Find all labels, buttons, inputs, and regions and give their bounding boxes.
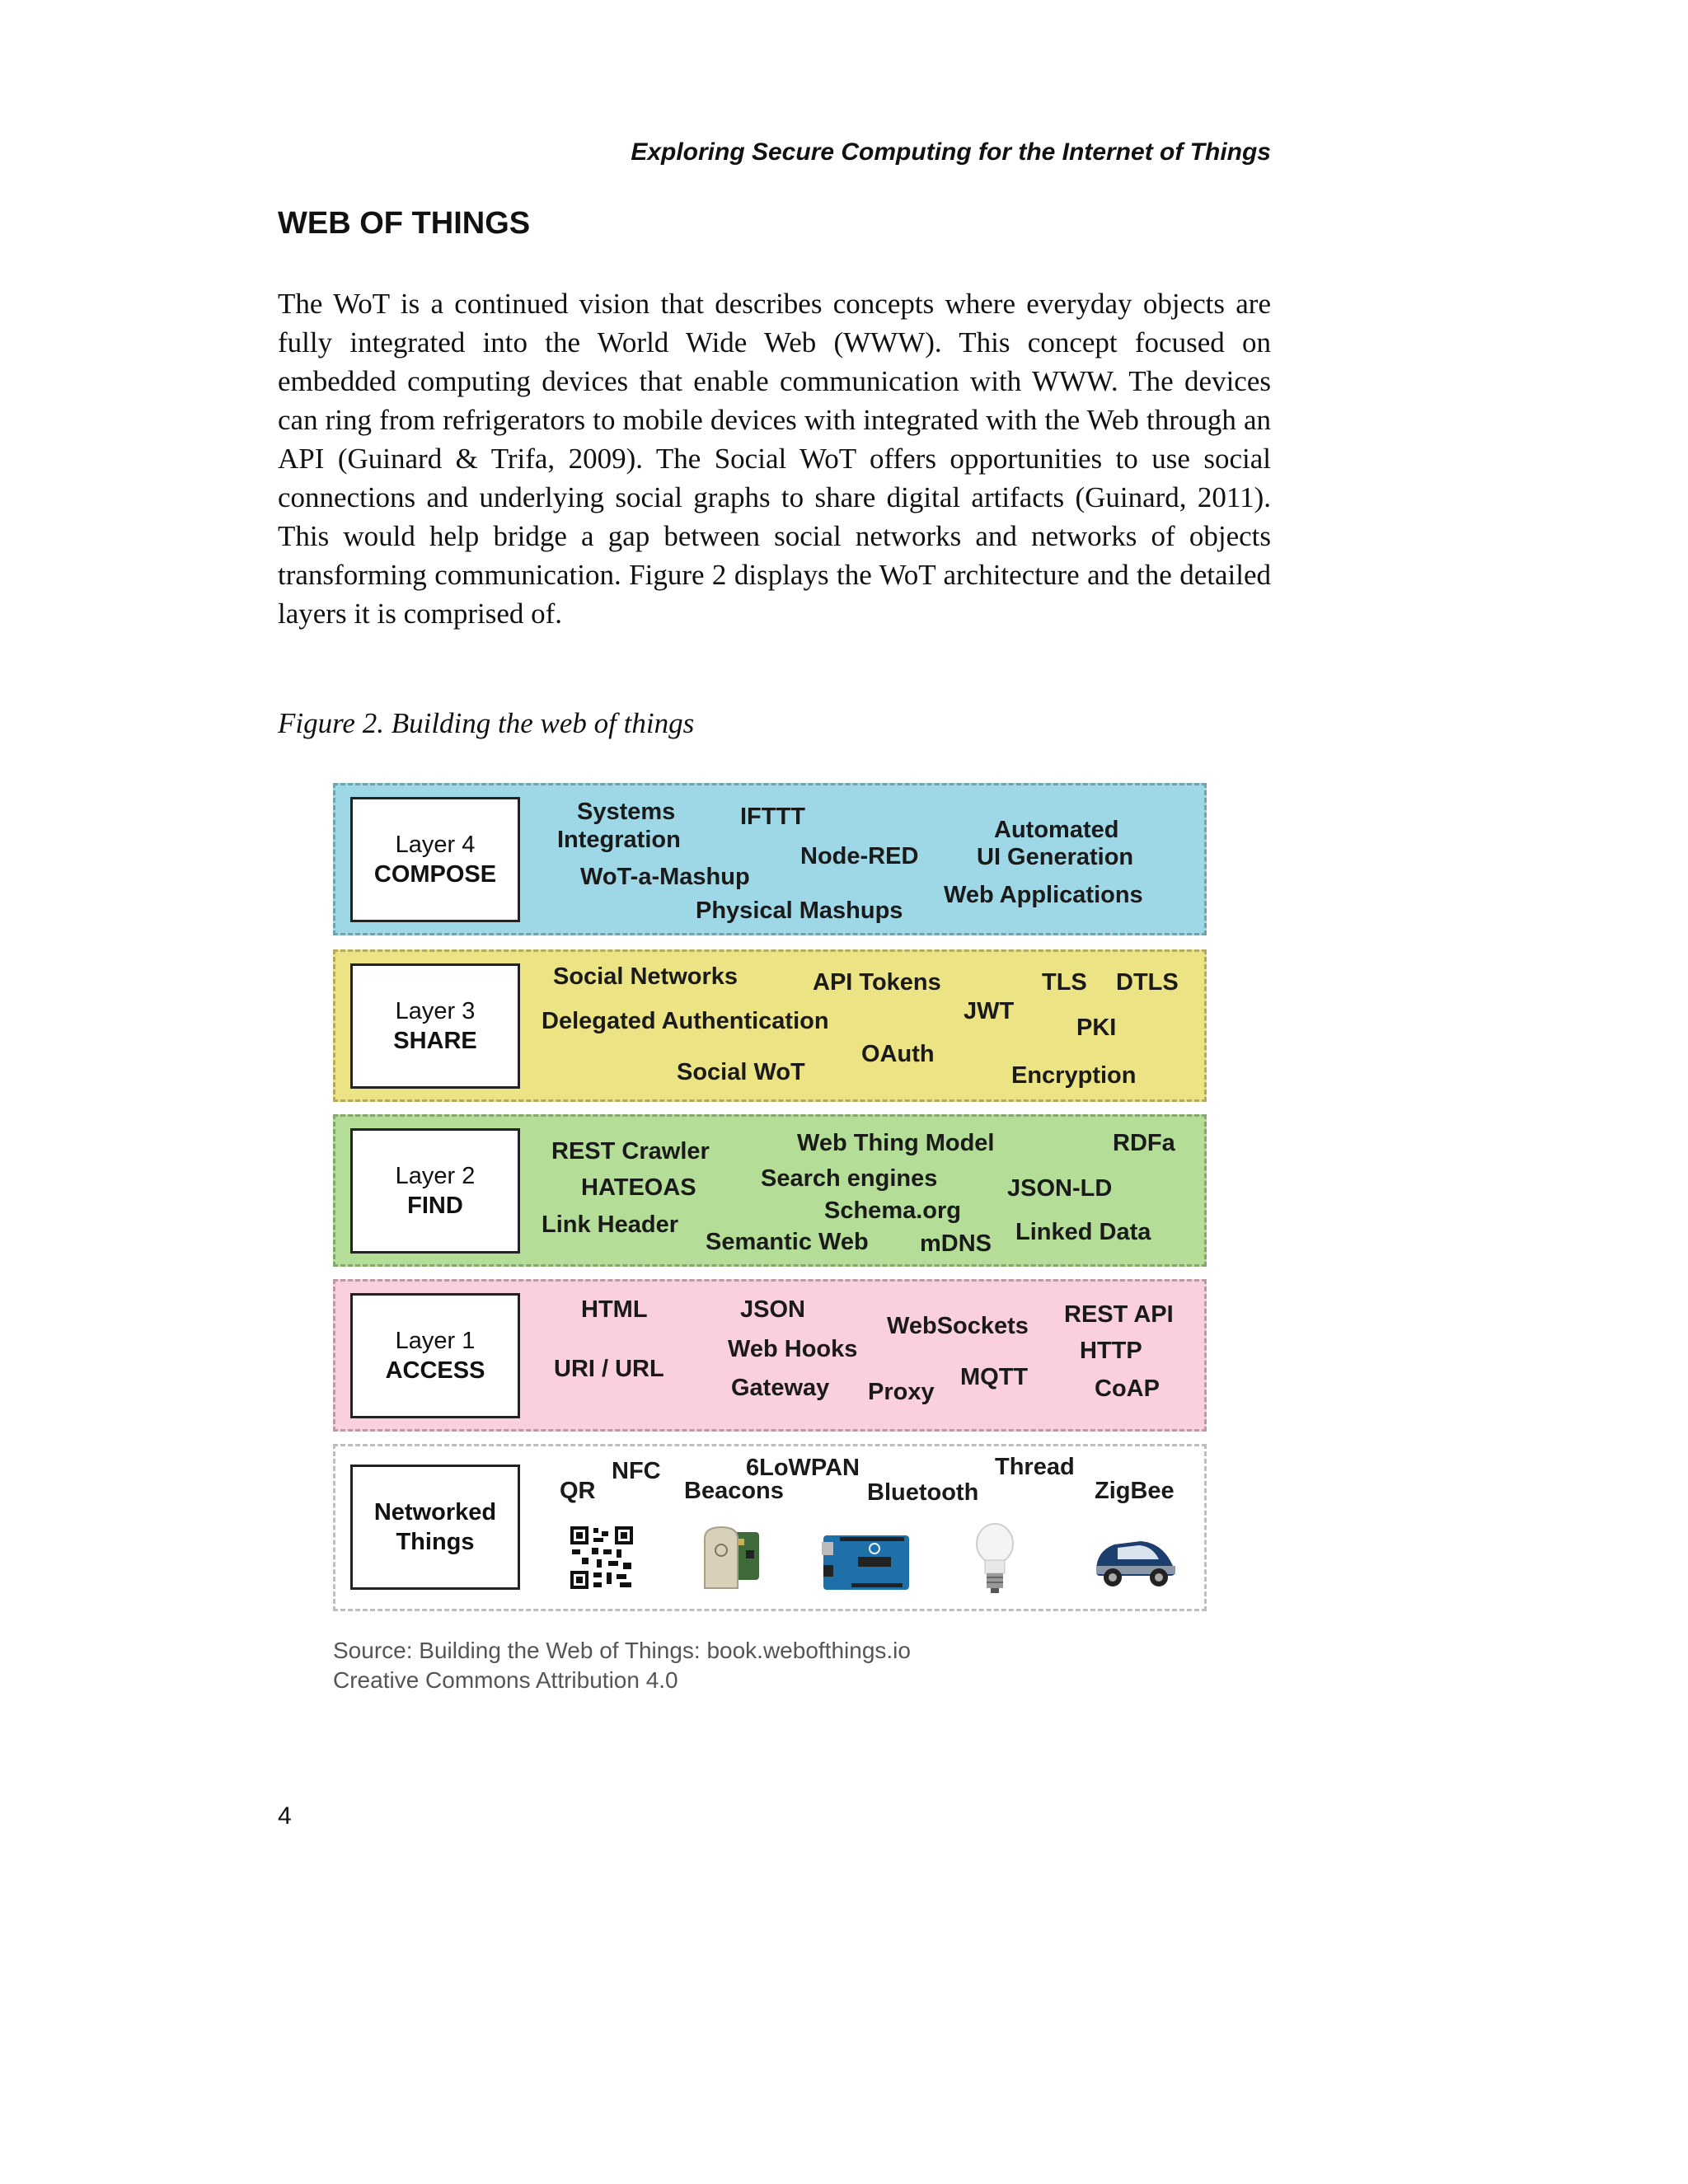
tag-web-applications: Web Applications (944, 882, 1143, 908)
layer-2-name: FIND (407, 1193, 463, 1219)
arduino-board-icon (822, 1527, 912, 1593)
tag-systems: Systems (577, 799, 676, 825)
tag-jwt: JWT (964, 998, 1015, 1024)
qr-code-icon (569, 1525, 635, 1591)
tag-ui-generation: UI Generation (977, 844, 1134, 870)
layer-1-name: ACCESS (385, 1357, 485, 1384)
tag-delegated-authentication: Delegated Authentication (542, 1008, 829, 1034)
tag-http: HTTP (1080, 1338, 1142, 1364)
tag-oauth: OAuth (861, 1041, 935, 1067)
layer-2-find (333, 1114, 1207, 1267)
layer-2-label (350, 1128, 520, 1254)
tag-html: HTML (581, 1296, 648, 1323)
tag-rest-crawler: REST Crawler (551, 1138, 710, 1165)
figure-caption: Figure 2. Building the web of things (278, 707, 695, 739)
networked-things-top: Networked (373, 1499, 497, 1526)
layer-3-label (350, 963, 520, 1089)
source-line-2: Creative Commons Attribution 4.0 (333, 1667, 678, 1693)
tag-node-red: Node-RED (800, 843, 919, 869)
light-bulb-icon (974, 1522, 1015, 1596)
tag-zigbee: ZigBee (1095, 1478, 1175, 1504)
layer-4-compose (333, 783, 1207, 935)
wot-architecture-figure (333, 783, 1207, 1690)
tag-semantic-web: Semantic Web (706, 1229, 869, 1255)
running-head: Exploring Secure Computing for the Internet of Things (631, 138, 1271, 166)
tag-rest-api: REST API (1064, 1301, 1174, 1328)
layer-3-name: SHARE (393, 1028, 477, 1054)
figure-source (333, 1636, 911, 1695)
layer-4-number: Layer 4 (395, 832, 476, 858)
tag-6lowpan: 6LoWPAN (746, 1455, 860, 1481)
tag-web-thing-model: Web Thing Model (797, 1130, 995, 1156)
source-line-1: Source: Building the Web of Things: book.webofthings.io (333, 1638, 911, 1663)
body-paragraph: The WoT is a continued vision that describes concepts where everyday objects are fully integrated into the World Wide Web (WWW). This concept focused on embedded computing devices that enable communication with WWW. The devices can ring from refrigerators to mobile devices with integrated with the Web through an API (Guinard & Trifa, 2009). The Social WoT offers opportunities to use social connections and underlying social graphs to share digital artifacts (Guinard, 2011). This would help bridge a gap between social networks and networks of objects transforming communication. Figure 2 displays the WoT architecture and the detailed layers it is comprised of. (278, 288, 1271, 630)
tag-rdfa: RDFa (1113, 1130, 1175, 1156)
page-number: 4 (278, 1802, 292, 1830)
tag-link-header: Link Header (542, 1212, 678, 1238)
car-icon (1090, 1533, 1180, 1591)
tag-nfc: NFC (612, 1458, 661, 1484)
tag-mqtt: MQTT (960, 1364, 1029, 1390)
tag-dtls: DTLS (1116, 969, 1179, 996)
layer-1-label (350, 1293, 520, 1418)
tag-wot-a-mashup: WoT-a-Mashup (580, 864, 750, 890)
tag-schema-org: Schema.org (824, 1197, 961, 1224)
tag-gateway: Gateway (731, 1375, 830, 1401)
tag-pki: PKI (1076, 1015, 1117, 1041)
tag-proxy: Proxy (868, 1379, 935, 1405)
tag-json: JSON (740, 1296, 805, 1323)
tag-web-hooks: Web Hooks (728, 1336, 858, 1362)
tag-ifttt: IFTTT (740, 804, 805, 830)
tag-tls: TLS (1042, 969, 1087, 996)
networked-things-label (350, 1465, 520, 1590)
layer-3-number: Layer 3 (395, 998, 476, 1024)
layer-1-number: Layer 1 (395, 1328, 476, 1354)
tag-physical-mashups: Physical Mashups (696, 898, 903, 924)
tag-automated: Automated (994, 817, 1119, 843)
tag-json-ld: JSON-LD (1007, 1175, 1113, 1202)
tag-bluetooth: Bluetooth (867, 1479, 979, 1506)
section-title: WEB OF THINGS (278, 206, 531, 241)
layer-2-number: Layer 2 (395, 1163, 476, 1189)
tag-social-networks: Social Networks (553, 963, 738, 990)
layer-4-name: COMPOSE (373, 861, 497, 888)
tag-integration: Integration (557, 827, 681, 853)
tag-beacons: Beacons (684, 1478, 784, 1504)
layer-3-share (333, 949, 1207, 1102)
tag-api-tokens: API Tokens (813, 969, 941, 996)
tag-encryption: Encryption (1011, 1062, 1137, 1089)
networked-things-layer (333, 1444, 1207, 1611)
tag-websockets: WebSockets (887, 1313, 1029, 1339)
networked-things-bottom: Things (396, 1529, 475, 1555)
layer-1-access (333, 1279, 1207, 1432)
tag-hateoas: HATEOAS (581, 1174, 696, 1201)
tag-qr: QR (560, 1478, 596, 1504)
beacon-device-icon (698, 1522, 764, 1593)
tag-social-wot: Social WoT (677, 1059, 805, 1085)
tag-coap: CoAP (1095, 1376, 1160, 1402)
tag-linked-data: Linked Data (1015, 1219, 1151, 1245)
layer-4-label (350, 797, 520, 922)
tag-mdns: mDNS (920, 1230, 992, 1257)
tag-thread: Thread (995, 1454, 1075, 1480)
tag-search-engines: Search engines (761, 1165, 938, 1192)
tag-uri-url: URI / URL (554, 1356, 664, 1382)
